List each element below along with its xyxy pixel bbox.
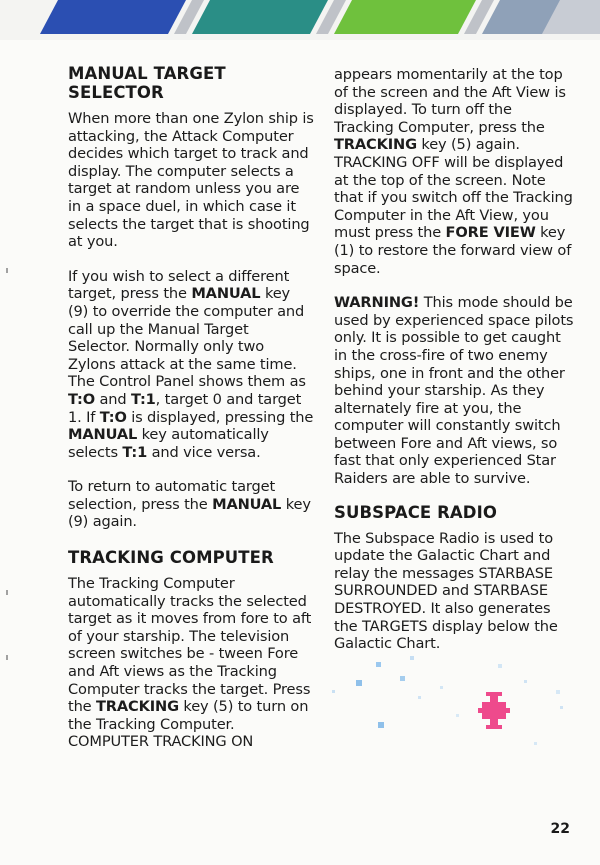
starfield-illustration (320, 650, 590, 760)
star-dot (524, 680, 527, 683)
star-dot (376, 662, 381, 667)
star-dot (534, 742, 537, 745)
manual-paragraph-2: If you wish to select a different target, press the MANUAL key (9) to override the computer and call up the Manual Target Selector. Normally only two Zylons attack at the same time. The Control Panel shows them as T:O and T:1, target 0 and target 1. If T:O is displayed, pressing the MANUAL key automatically selects T:1 and vice versa. (68, 267, 314, 461)
star-dot (418, 696, 421, 699)
star-dot (556, 690, 560, 694)
manual-paragraph-1: When more than one Zylon ship is attacking, the Attack Computer decides which target to track and display. The computer selects a target at random unless you are in a space duel, in which case it selects the target that is shooting at you. (68, 110, 314, 251)
star-dot (440, 686, 443, 689)
tracking-key: TRACKING (334, 136, 417, 154)
star-dot (400, 676, 405, 681)
star-dot (332, 690, 335, 693)
target-0-label: T:O (68, 390, 95, 408)
manual-paragraph-3: To return to automatic target selection, press the MANUAL key (9) again. (68, 478, 311, 531)
right-column (334, 66, 574, 670)
tracking-paragraph-2: appears momentarily at the top of the screen and the Aft View is displayed. To turn off the Tracking Computer, press the TRACKING key (5) again. TRACKING OFF will be displayed at the top of the screen. Note that if you switch off the Tracking Computer in the Aft View, you must press the FORE VIEW key (1) to restore the forward view of space. (334, 66, 573, 277)
tracking-computer-heading: TRACKING COMPUTER (68, 548, 274, 568)
star-dot (410, 656, 414, 660)
header-color-stripes (0, 0, 600, 40)
stripe-blue (40, 0, 186, 34)
margin-mark (6, 590, 8, 595)
margin-mark (6, 268, 8, 273)
manual-key: MANUAL (191, 285, 261, 303)
left-column (68, 64, 314, 768)
tracking-key: TRACKING (96, 698, 179, 716)
page-number: 22 (550, 821, 570, 837)
star-dot (356, 680, 362, 686)
star-dot (456, 714, 459, 717)
warning-label: WARNING! (334, 294, 420, 312)
fore-view-key: FORE VIEW (445, 224, 536, 242)
subspace-radio-heading: SUBSPACE RADIO (334, 502, 497, 522)
tracking-paragraph-1: The Tracking Computer automatically tracks the selected target as it moves from fore to aft of your starship. The television screen switches be - tween Fore and Aft views as the Tracking Computer tracks the target. Press the TRACKING key (5) to turn on the Tracking Computer. COMPUTER TRACKING ON (68, 575, 312, 751)
star-dot (378, 722, 384, 728)
manual-key: MANUAL (68, 426, 138, 444)
target-0-label: T:O (99, 408, 127, 426)
star-dot (560, 706, 563, 709)
subspace-radio-paragraph: The Subspace Radio is used to update the Galactic Chart and relay the messages STARBASE SURROUNDED and STARBASE DESTROYED. It also generates the TARGETS display below the Galactic Chart. (334, 529, 558, 653)
target-1-label: T:1 (122, 443, 148, 461)
manual-target-selector-heading: MANUAL TARGET SELECTOR (68, 64, 226, 102)
star-dot (498, 664, 502, 668)
warning-paragraph: WARNING! This mode should be used by experienced space pilots only. It is possible to get caught in the cross-fire of two enemy ships, one in front and the other behind your starship. As they alternately fire at you, the computer will constantly switch between Fore and Aft views, so fast that only experienced Star Raiders are able to survive. (334, 294, 574, 488)
starbase-icon (478, 692, 510, 729)
margin-mark (6, 655, 8, 660)
stripe-green (334, 0, 476, 34)
stripe-teal (192, 0, 328, 34)
target-1-label: T:1 (130, 390, 156, 408)
manual-key: MANUAL (212, 495, 282, 513)
